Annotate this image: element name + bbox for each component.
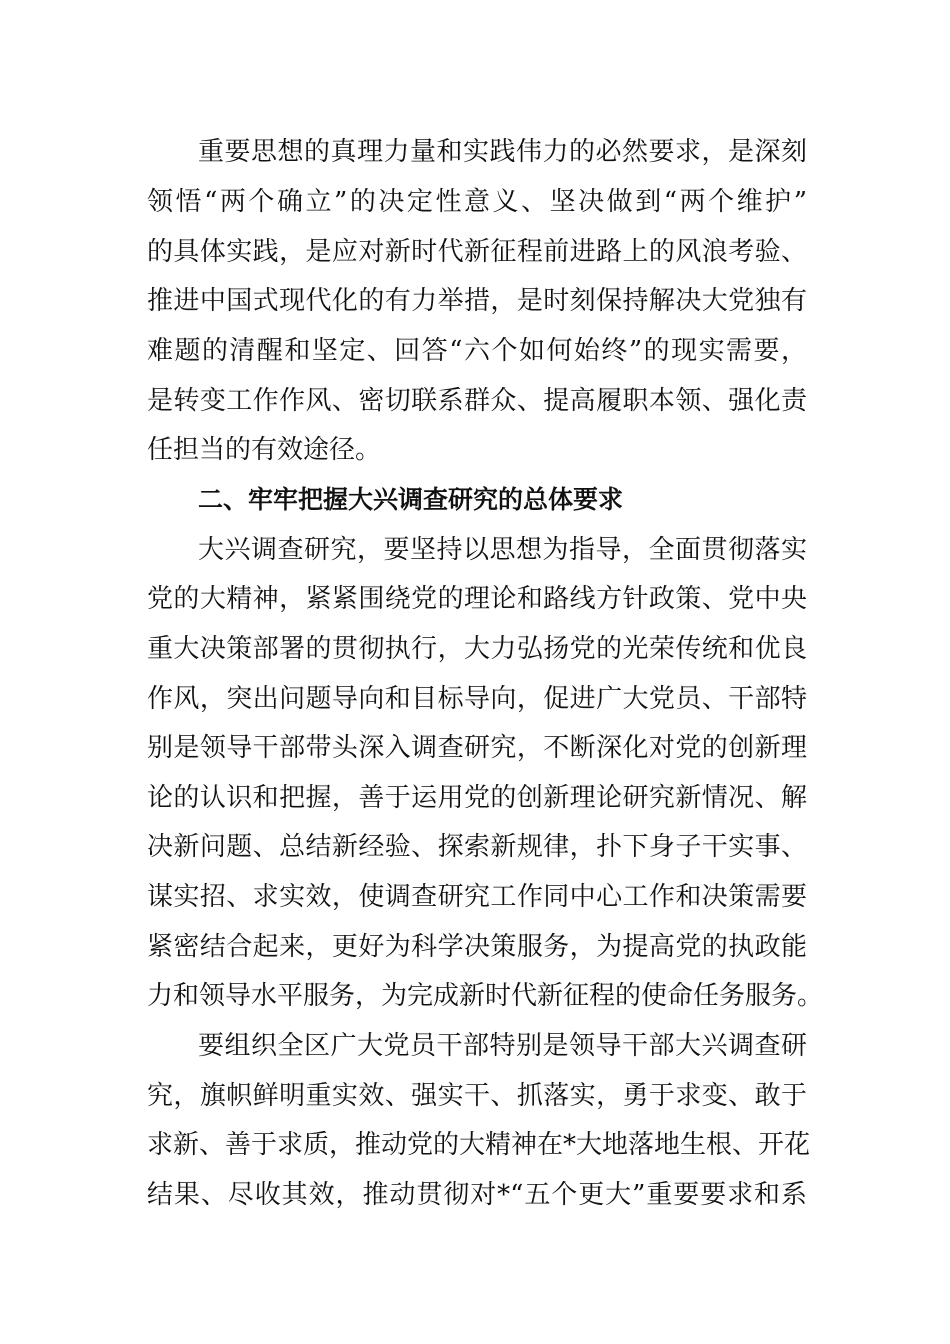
paragraph-1-line-7: 任担当的有效途径。 (147, 435, 382, 465)
paragraph-2-line-5: 别是领导干部带头深入调查研究，不断深化对党的创新理 (147, 733, 807, 763)
paragraph-2-line-9: 紧密结合起来，更好为科学决策服务，为提高党的执政能 (147, 932, 807, 962)
section-heading: 二、牢牢把握大兴调查研究的总体要求 (198, 485, 624, 514)
paragraph-1-line-1: 重要思想的真理力量和实践伟力的必然要求，是深刻 (198, 137, 807, 167)
paragraph-2-line-1: 大兴调查研究，要坚持以思想为指导，全面贯彻落实 (198, 535, 807, 565)
paragraph-1-line-6: 是转变工作作风、密切联系群众、提高履职本领、强化责 (147, 386, 807, 416)
paragraph-3-line-4: 结果、尽收其效，推动贯彻对*“五个更大”重要要求和系 (147, 1180, 807, 1210)
paragraph-3-line-3: 求新、善于求质，推动党的大精神在*大地落地生根、开花 (147, 1130, 811, 1160)
paragraph-1-line-3: 的具体实践，是应对新时代新征程前进路上的风浪考验、 (147, 237, 807, 267)
paragraph-2-line-10: 力和领导水平服务，为完成新时代新征程的使命任务服务。 (147, 981, 824, 1011)
paragraph-1-line-5: 难题的清醒和坚定、回答“六个如何始终”的现实需要， (147, 336, 807, 366)
paragraph-1-line-2: 领悟“两个确立”的决定性意义、坚决做到“两个维护” (147, 187, 807, 217)
paragraph-2-line-7: 决新问题、总结新经验、探索新规律，扑下身子干实事、 (147, 832, 807, 862)
paragraph-2-line-3: 重大决策部署的贯彻执行，大力弘扬党的光荣传统和优良 (147, 634, 807, 664)
paragraph-1-line-4: 推进中国式现代化的有力举措，是时刻保持解决大党独有 (147, 286, 807, 316)
paragraph-2-line-8: 谋实招、求实效，使调查研究工作同中心工作和决策需要 (147, 882, 807, 912)
paragraph-2-line-4: 作风，突出问题导向和目标导向，促进广大党员、干部特 (147, 684, 807, 714)
paragraph-2-line-6: 论的认识和把握，善于运用党的创新理论研究新情况、解 (147, 783, 807, 813)
paragraph-3-line-2: 究，旗帜鲜明重实效、强实干、抓落实，勇于求变、敢于 (147, 1081, 807, 1111)
paragraph-2-line-2: 党的大精神，紧紧围绕党的理论和路线方针政策、党中央 (147, 584, 807, 614)
paragraph-3-line-1: 要组织全区广大党员干部特别是领导干部大兴调查研 (198, 1031, 807, 1061)
